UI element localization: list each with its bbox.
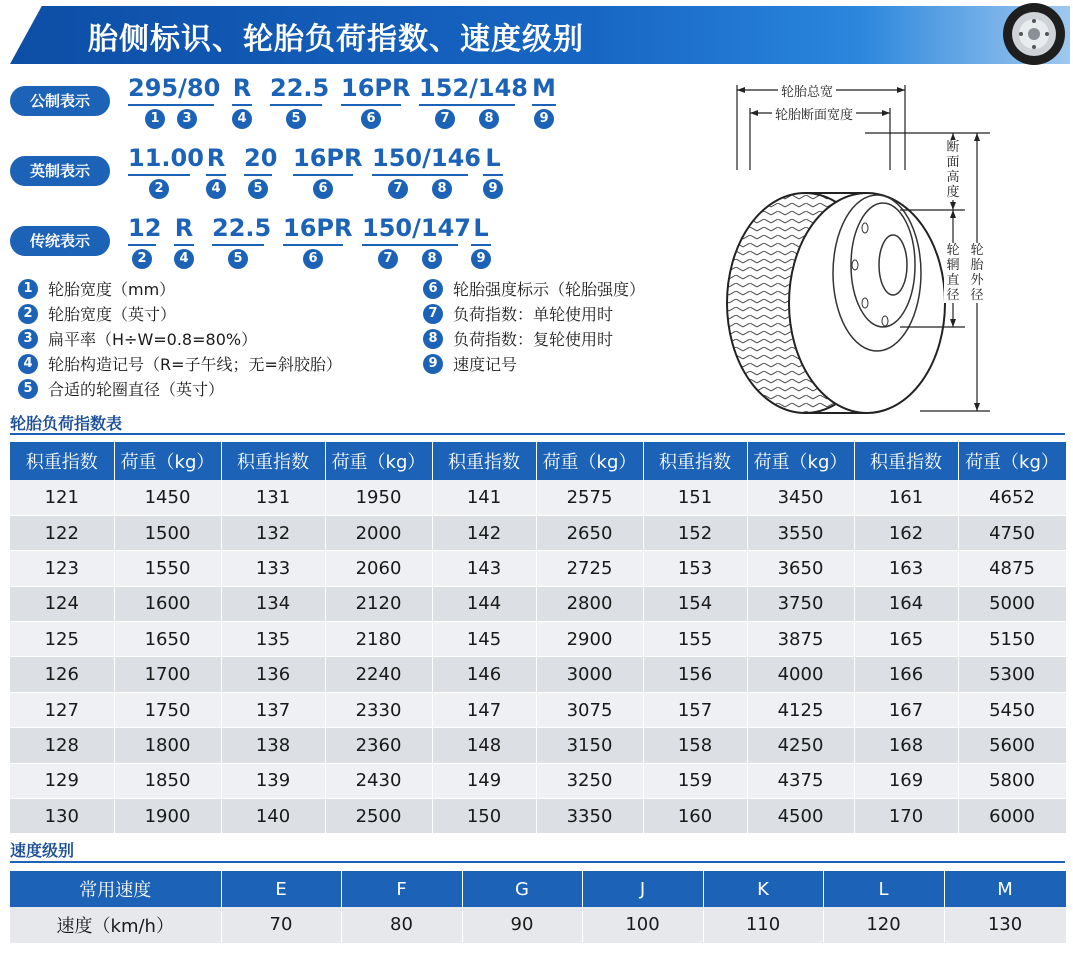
- num-badge: 6: [303, 249, 323, 269]
- table-cell: 150: [432, 799, 536, 834]
- table-cell: 130: [944, 907, 1066, 943]
- num-badge: 7: [423, 304, 443, 324]
- column-header: 荷重（kg）: [536, 442, 643, 480]
- notation-traditional: [10, 214, 570, 274]
- num-badge: 3: [177, 109, 197, 129]
- notation-label: 传统表示: [10, 226, 110, 256]
- table-cell: 137: [221, 692, 325, 727]
- table-cell: 2180: [325, 622, 432, 657]
- table-cell: 1500: [114, 515, 221, 550]
- table-cell: 144: [432, 586, 536, 621]
- table-cell: 140: [221, 799, 325, 834]
- table-cell: 121: [10, 480, 114, 515]
- table-row: [10, 907, 1066, 943]
- num-badge: 9: [483, 179, 503, 199]
- column-header: 积重指数: [10, 442, 114, 480]
- column-header: F: [341, 871, 462, 907]
- legend-item: 5 合适的轮圈直径（英寸）: [18, 376, 342, 401]
- table-cell: 6000: [958, 799, 1066, 834]
- table-cell: 1550: [114, 551, 221, 586]
- num-badge: 5: [18, 379, 38, 399]
- table-cell: 5300: [958, 657, 1066, 692]
- num-badge: 8: [423, 329, 443, 349]
- table-cell: 3650: [747, 551, 854, 586]
- table-cell: 1950: [325, 480, 432, 515]
- num-badge: 2: [132, 249, 152, 269]
- table-cell: 2000: [325, 515, 432, 550]
- column-header: L: [823, 871, 944, 907]
- table-cell: 146: [432, 657, 536, 692]
- table-cell: 5800: [958, 763, 1066, 798]
- table-cell: 156: [643, 657, 747, 692]
- table-row: [10, 799, 1066, 834]
- table-cell: 132: [221, 515, 325, 550]
- code-rim: 22.5 5: [212, 214, 264, 269]
- table-cell: 165: [854, 622, 958, 657]
- column-header: 荷重（kg）: [747, 442, 854, 480]
- table-cell: 148: [432, 728, 536, 763]
- table-row: [10, 692, 1066, 727]
- load-index-table: [10, 442, 1067, 834]
- table-cell: 152: [643, 515, 747, 550]
- table-cell: 2500: [325, 799, 432, 834]
- table-cell: 110: [703, 907, 823, 943]
- table-cell: 2330: [325, 692, 432, 727]
- table-cell: 136: [221, 657, 325, 692]
- table-cell: 2240: [325, 657, 432, 692]
- table-cell: 1700: [114, 657, 221, 692]
- table-cell: 5600: [958, 728, 1066, 763]
- table-cell: 3150: [536, 728, 643, 763]
- speed-rating-table: [10, 871, 1067, 944]
- table-cell: 5000: [958, 586, 1066, 621]
- legend-item: 7 负荷指数：单轮使用时: [423, 301, 645, 326]
- table-row: [10, 480, 1066, 515]
- column-header: 荷重（kg）: [325, 442, 432, 480]
- table-cell: 2575: [536, 480, 643, 515]
- table-cell: 80: [341, 907, 462, 943]
- code-load: 150/147 7 8: [362, 214, 458, 269]
- table-cell: 170: [854, 799, 958, 834]
- table-cell: 2725: [536, 551, 643, 586]
- notation-metric: [10, 74, 570, 134]
- table-cell: 4125: [747, 692, 854, 727]
- table-cell: 155: [643, 622, 747, 657]
- table-cell: 151: [643, 480, 747, 515]
- legend-item: 8 负荷指数：复轮使用时: [423, 326, 645, 351]
- column-header: 常用速度: [10, 871, 221, 907]
- table-cell: 1750: [114, 692, 221, 727]
- tire-shape: [727, 193, 945, 413]
- table-cell: 162: [854, 515, 958, 550]
- num-badge: 8: [432, 179, 452, 199]
- num-badge: 4: [206, 179, 226, 199]
- table-cell: 3350: [536, 799, 643, 834]
- notation-imperial: [10, 144, 570, 204]
- num-badge: 9: [471, 249, 491, 269]
- notation-label: 英制表示: [10, 156, 110, 186]
- column-header: G: [462, 871, 582, 907]
- code-load: 152/148 7 8: [419, 74, 515, 129]
- num-badge: 4: [18, 354, 38, 374]
- column-header: 积重指数: [854, 442, 958, 480]
- table-cell: 124: [10, 586, 114, 621]
- table-row: [10, 763, 1066, 798]
- label-rim-diameter: 轮辋直径: [944, 243, 962, 303]
- table-cell: 70: [221, 907, 341, 943]
- column-header: 积重指数: [221, 442, 325, 480]
- table-row: [10, 728, 1066, 763]
- num-badge: 7: [435, 109, 455, 129]
- table-cell: 1650: [114, 622, 221, 657]
- speed-table-title: 速度级别: [10, 841, 75, 860]
- table-cell: 1800: [114, 728, 221, 763]
- code-rim: 22.5 5: [270, 74, 322, 129]
- table-cell: 3250: [536, 763, 643, 798]
- table-cell: 4875: [958, 551, 1066, 586]
- wheel-icon: [1001, 1, 1067, 67]
- table-cell: 5450: [958, 692, 1066, 727]
- code-ply: 16PR 6: [283, 214, 343, 269]
- code-width: 12 2: [128, 214, 156, 269]
- table-row: [10, 586, 1066, 621]
- table-cell: 4652: [958, 480, 1066, 515]
- num-badge: 4: [232, 109, 252, 129]
- code-construction: R 4: [206, 144, 226, 199]
- table-cell: 168: [854, 728, 958, 763]
- table-cell: 2900: [536, 622, 643, 657]
- table-cell: 4375: [747, 763, 854, 798]
- table-cell: 3075: [536, 692, 643, 727]
- num-badge: 6: [423, 279, 443, 299]
- table-row: [10, 515, 1066, 550]
- table-cell: 4250: [747, 728, 854, 763]
- table-cell: 100: [582, 907, 703, 943]
- table-cell: 129: [10, 763, 114, 798]
- table-cell: 138: [221, 728, 325, 763]
- num-badge: 7: [378, 249, 398, 269]
- table-cell: 2360: [325, 728, 432, 763]
- num-badge: 7: [388, 179, 408, 199]
- table-cell: 125: [10, 622, 114, 657]
- code-width: 11.00 2: [128, 144, 190, 199]
- table-cell: 142: [432, 515, 536, 550]
- table-cell: 3000: [536, 657, 643, 692]
- num-badge: 1: [18, 279, 38, 299]
- code-width: 295/80 1 3: [128, 74, 214, 129]
- table-cell: 166: [854, 657, 958, 692]
- column-header: 积重指数: [643, 442, 747, 480]
- column-header: M: [944, 871, 1066, 907]
- column-header: K: [703, 871, 823, 907]
- table-row: [10, 551, 1066, 586]
- table-cell: 123: [10, 551, 114, 586]
- table-cell: 2430: [325, 763, 432, 798]
- column-header: E: [221, 871, 341, 907]
- code-rim: 20 5: [244, 144, 272, 199]
- table-cell: 149: [432, 763, 536, 798]
- table-cell: 122: [10, 515, 114, 550]
- num-badge: 2: [18, 304, 38, 324]
- section-divider: [10, 433, 1065, 435]
- label-overall-width: 轮胎总宽: [778, 81, 836, 100]
- legend-item: 3 扁平率（H÷W=0.8=80%）: [18, 326, 342, 351]
- notation-label: 公制表示: [10, 86, 110, 116]
- table-cell: 3450: [747, 480, 854, 515]
- table-cell: 158: [643, 728, 747, 763]
- table-row: [10, 622, 1066, 657]
- header-banner: [0, 0, 1073, 72]
- load-table-title: 轮胎负荷指数表: [10, 414, 123, 433]
- section-divider: [10, 861, 1065, 863]
- table-cell: 169: [854, 763, 958, 798]
- table-cell: 128: [10, 728, 114, 763]
- code-load: 150/146 7 8: [372, 144, 468, 199]
- table-cell: 141: [432, 480, 536, 515]
- table-cell: 130: [10, 799, 114, 834]
- table-cell: 147: [432, 692, 536, 727]
- num-badge: 1: [145, 109, 165, 129]
- table-cell: 4000: [747, 657, 854, 692]
- num-badge: 6: [361, 109, 381, 129]
- legend-item: 4 轮胎构造记号（R=子午线；无=斜胶胎）: [18, 351, 342, 376]
- table-cell: 2120: [325, 586, 432, 621]
- table-cell: 139: [221, 763, 325, 798]
- table-cell: 157: [643, 692, 747, 727]
- table-cell: 1450: [114, 480, 221, 515]
- table-cell: 速度（km/h）: [10, 907, 221, 943]
- legend-item: 1 轮胎宽度（mm）: [18, 276, 342, 301]
- legend-left: [18, 276, 342, 401]
- num-badge: 5: [228, 249, 248, 269]
- table-cell: 154: [643, 586, 747, 621]
- num-badge: 8: [422, 249, 442, 269]
- table-cell: 145: [432, 622, 536, 657]
- column-header: 荷重（kg）: [958, 442, 1066, 480]
- table-cell: 4500: [747, 799, 854, 834]
- table-cell: 2060: [325, 551, 432, 586]
- table-cell: 134: [221, 586, 325, 621]
- num-badge: 9: [423, 354, 443, 374]
- table-cell: 159: [643, 763, 747, 798]
- table-cell: 3750: [747, 586, 854, 621]
- table-cell: 153: [643, 551, 747, 586]
- table-cell: 160: [643, 799, 747, 834]
- table-header-row: [10, 442, 1066, 480]
- num-badge: 5: [248, 179, 268, 199]
- table-cell: 4750: [958, 515, 1066, 550]
- code-speed: L 9: [483, 144, 503, 199]
- table-cell: 161: [854, 480, 958, 515]
- table-cell: 3875: [747, 622, 854, 657]
- table-cell: 167: [854, 692, 958, 727]
- num-badge: 5: [286, 109, 306, 129]
- column-header: J: [582, 871, 703, 907]
- num-badge: 2: [149, 179, 169, 199]
- legend-item: 6 轮胎强度标示（轮胎强度）: [423, 276, 645, 301]
- column-header: 荷重（kg）: [114, 442, 221, 480]
- table-cell: 131: [221, 480, 325, 515]
- code-speed: M 9: [532, 74, 556, 129]
- num-badge: 4: [174, 249, 194, 269]
- legend-right: [423, 276, 645, 376]
- num-badge: 3: [18, 329, 38, 349]
- code-construction: R 4: [232, 74, 252, 129]
- table-cell: 135: [221, 622, 325, 657]
- table-cell: 3550: [747, 515, 854, 550]
- code-construction: R 4: [174, 214, 194, 269]
- code-ply: 16PR 6: [293, 144, 353, 199]
- table-cell: 1600: [114, 586, 221, 621]
- table-cell: 1850: [114, 763, 221, 798]
- table-cell: 133: [221, 551, 325, 586]
- table-cell: 127: [10, 692, 114, 727]
- num-badge: 6: [313, 179, 333, 199]
- num-badge: 8: [479, 109, 499, 129]
- table-row: [10, 657, 1066, 692]
- table-cell: 164: [854, 586, 958, 621]
- code-ply: 16PR 6: [341, 74, 401, 129]
- legend-item: 2 轮胎宽度（英寸）: [18, 301, 342, 326]
- label-section-height: 断面高度: [944, 140, 962, 200]
- legend-item: 9 速度记号: [423, 351, 645, 376]
- label-outer-diameter: 轮胎外径: [968, 243, 986, 303]
- code-speed: L 9: [471, 214, 491, 269]
- table-cell: 90: [462, 907, 582, 943]
- table-cell: 2800: [536, 586, 643, 621]
- table-cell: 143: [432, 551, 536, 586]
- table-cell: 1900: [114, 799, 221, 834]
- table-cell: 163: [854, 551, 958, 586]
- page-title: 胎侧标识、轮胎负荷指数、速度级别: [88, 22, 584, 57]
- table-cell: 120: [823, 907, 944, 943]
- table-cell: 2650: [536, 515, 643, 550]
- num-badge: 9: [534, 109, 554, 129]
- label-section-width: 轮胎断面宽度: [772, 104, 856, 123]
- table-cell: 5150: [958, 622, 1066, 657]
- table-header-row: [10, 871, 1066, 907]
- table-cell: 126: [10, 657, 114, 692]
- column-header: 积重指数: [432, 442, 536, 480]
